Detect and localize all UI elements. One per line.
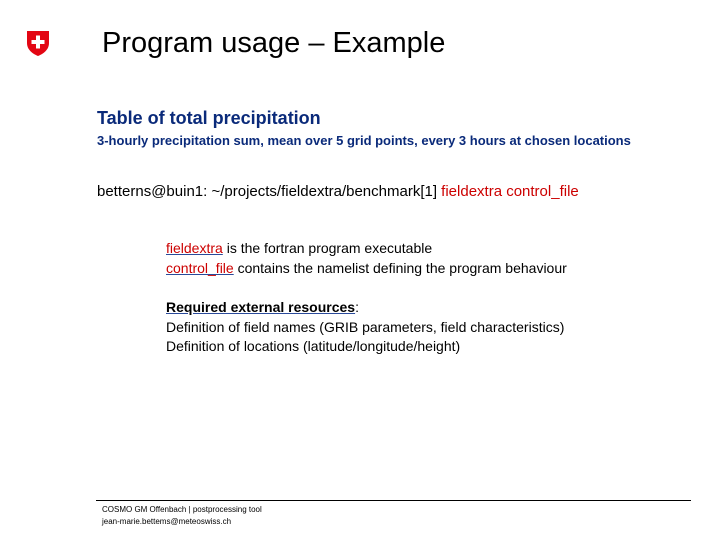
page-title: Program usage – Example <box>102 27 446 59</box>
explanation-line-1 <box>166 240 432 256</box>
term-fieldextra: fieldextra <box>166 240 223 256</box>
resource-item: Definition of locations (latitude/longitude/height) <box>166 338 461 354</box>
swiss-cross-shield-icon <box>26 30 50 57</box>
explanation-line-2 <box>166 260 567 276</box>
footer-line-1: COSMO GM Offenbach | postprocessing tool <box>102 505 262 514</box>
explanation-text-1: is the fortran program executable <box>222 240 433 256</box>
command-text: fieldextra control_file <box>441 183 579 200</box>
command-prompt: betterns@buin1: ~/projects/fieldextra/benchmark[1] <box>97 183 437 200</box>
resources-colon: : <box>355 299 359 315</box>
command-line <box>97 183 579 200</box>
resource-item: Definition of field names (GRIB parameters, field characteristics) <box>166 319 565 335</box>
explanation-text-2: contains the namelist defining the program behaviour <box>233 260 567 276</box>
section-heading: Table of total precipitation <box>97 108 321 128</box>
footer-divider <box>96 500 691 501</box>
footer-line-2: jean-marie.bettems@meteoswiss.ch <box>102 517 232 526</box>
section-description: 3-hourly precipitation sum, mean over 5 grid points, every 3 hours at chosen locations <box>97 133 631 148</box>
term-control-file: control_file <box>166 260 234 276</box>
resources-heading: Required external resources <box>166 299 356 315</box>
resources-heading-line <box>166 299 359 315</box>
